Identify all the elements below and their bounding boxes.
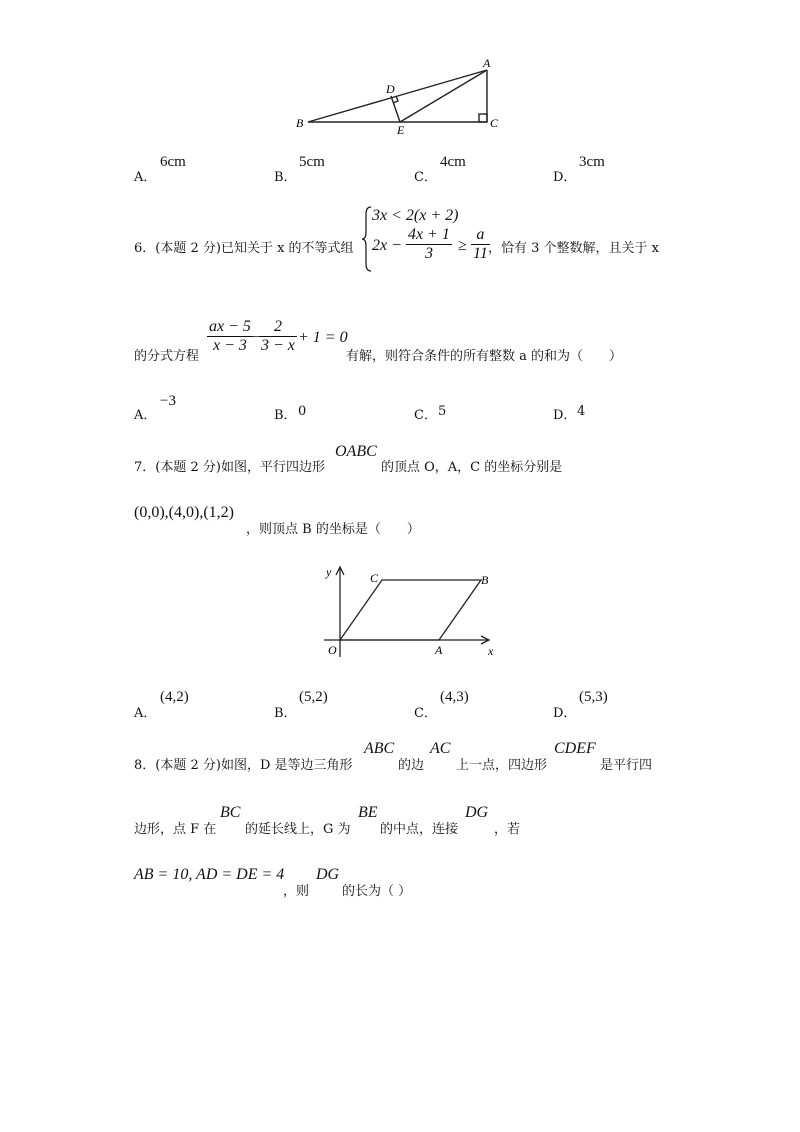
q6-eq-fraction-1: [207, 318, 253, 355]
q8-math-bc: BC: [220, 804, 241, 821]
triangle-figure: [290, 55, 510, 135]
q7-option-b-letter: B．: [274, 706, 297, 721]
parallelogram-oabc: [340, 580, 481, 640]
q8-text-6: 的延长线上，G 为: [245, 822, 351, 837]
label-x: x: [488, 644, 494, 658]
q8-math-dg-2: DG: [316, 866, 340, 883]
q6-eq-tail: + 1 = 0: [298, 329, 348, 346]
q7-line1-prefix: 7．(本题 2 分)如图，平行四边形: [134, 460, 325, 475]
q6-fraction-2-denominator: 11: [473, 245, 488, 262]
q8-text-5: 边形，点 F 在: [134, 822, 217, 837]
q5-option-d-letter: D．: [553, 170, 577, 185]
q7-coordinates: (0,0),(4,0),(1,2): [134, 504, 234, 521]
q6-fraction-1-denominator: 3: [424, 245, 433, 262]
q8-text-4: 是平行四: [600, 758, 653, 773]
q6-option-c-letter: C．: [414, 408, 437, 423]
q6-suffix: ，恰有 3 个整数解，且关于 x: [488, 241, 659, 256]
q7-option-b-value: (5,2): [299, 689, 328, 705]
q5-option-b-letter: B．: [274, 170, 297, 185]
q6-option-b-value: 0: [298, 404, 307, 419]
q6-prefix: 6．(本题 2 分)已知关于 x 的不等式组: [134, 241, 354, 256]
q8-text-1: 8．(本题 2 分)如图，D 是等边三角形: [134, 758, 353, 773]
q7-option-d-value: (5,3): [579, 689, 608, 705]
q5-option-a-value: 6cm: [160, 154, 186, 170]
q8-text-3: 上一点，四边形: [456, 758, 548, 773]
q7-shape-name: OABC: [335, 443, 377, 460]
q5-option-a-letter: A．: [134, 170, 157, 185]
q5-option-c-letter: C．: [414, 170, 437, 185]
q6-option-b-letter: B．: [274, 408, 297, 423]
q6-inequality-1: 3x < 2(x + 2): [372, 207, 459, 224]
q6-fraction-2-numerator: a: [471, 226, 490, 245]
q5-option-b-value: 5cm: [299, 154, 325, 170]
q6-eq-fraction-2-numerator: 2: [259, 318, 297, 337]
q6-eq-minus: −: [250, 329, 261, 346]
q8-math-dg: DG: [465, 804, 489, 821]
label-a: A: [435, 643, 443, 657]
q8-text-8: ，若: [494, 822, 521, 837]
q8-math-ac: AC: [430, 740, 451, 757]
q8-text-7: 的中点，连接: [380, 822, 459, 837]
q6-fraction-1-numerator: 4x + 1: [408, 226, 450, 243]
parallelogram-figure: [316, 562, 506, 662]
label-y: y: [326, 565, 332, 579]
q7-option-a-value: (4,2): [160, 689, 189, 705]
system-brace: [362, 206, 372, 272]
right-angle-mark-c: [479, 114, 487, 122]
q6-eq-fraction-2-denominator: 3 − x: [261, 337, 295, 354]
q6-eq-fraction-1-numerator: ax − 5: [209, 318, 251, 335]
q6-line2-suffix: 有解，则符合条件的所有整数 a 的和为（ ）: [346, 349, 623, 364]
q6-inequality-2-left: 2x −: [372, 237, 402, 254]
q5-option-d-value: 3cm: [579, 154, 605, 170]
segment-de: [391, 96, 400, 122]
label-a: A: [483, 56, 491, 70]
q7-line2-suffix: ，则顶点 B 的坐标是（ ）: [246, 522, 420, 537]
q6-option-c-value: 5: [438, 404, 447, 419]
q6-fraction-2: [471, 226, 490, 263]
q6-fraction-1: [406, 226, 452, 263]
segment-ae: [400, 70, 487, 122]
q8-text-2: 的边: [398, 758, 425, 773]
label-b: B: [296, 116, 304, 130]
q7-option-a-letter: A．: [134, 706, 157, 721]
label-o: O: [328, 643, 337, 657]
q6-option-a-letter: A．: [134, 408, 157, 423]
label-d: D: [386, 82, 395, 96]
label-b: B: [481, 573, 489, 587]
q6-option-d-value: 4: [577, 404, 586, 419]
q6-option-a-value: −3: [160, 393, 176, 409]
label-c: C: [490, 116, 499, 130]
q8-text-9: ，则: [283, 884, 310, 899]
q8-math-condition: AB = 10, AD = DE = 4: [134, 866, 285, 883]
q8-math-abc: ABC: [364, 740, 395, 757]
q7-option-c-letter: C．: [414, 706, 437, 721]
q6-eq-fraction-1-denominator: x − 3: [213, 337, 247, 354]
q6-line2-prefix: 的分式方程: [134, 349, 200, 364]
q8-math-cdef: CDEF: [554, 740, 596, 757]
q6-option-d-letter: D．: [553, 408, 577, 423]
q6-geq-sign: ≥: [458, 237, 467, 254]
label-c: C: [370, 571, 379, 585]
q8-math-be: BE: [358, 804, 378, 821]
q7-option-c-value: (4,3): [440, 689, 469, 705]
q5-option-c-value: 4cm: [440, 154, 466, 170]
label-e: E: [397, 123, 405, 135]
q6-eq-fraction-2: [259, 318, 297, 355]
q7-option-d-letter: D．: [553, 706, 577, 721]
q8-text-10: 的长为（ ）: [342, 884, 412, 899]
q7-line1-suffix: 的顶点 O，A，C 的坐标分别是: [381, 460, 563, 475]
